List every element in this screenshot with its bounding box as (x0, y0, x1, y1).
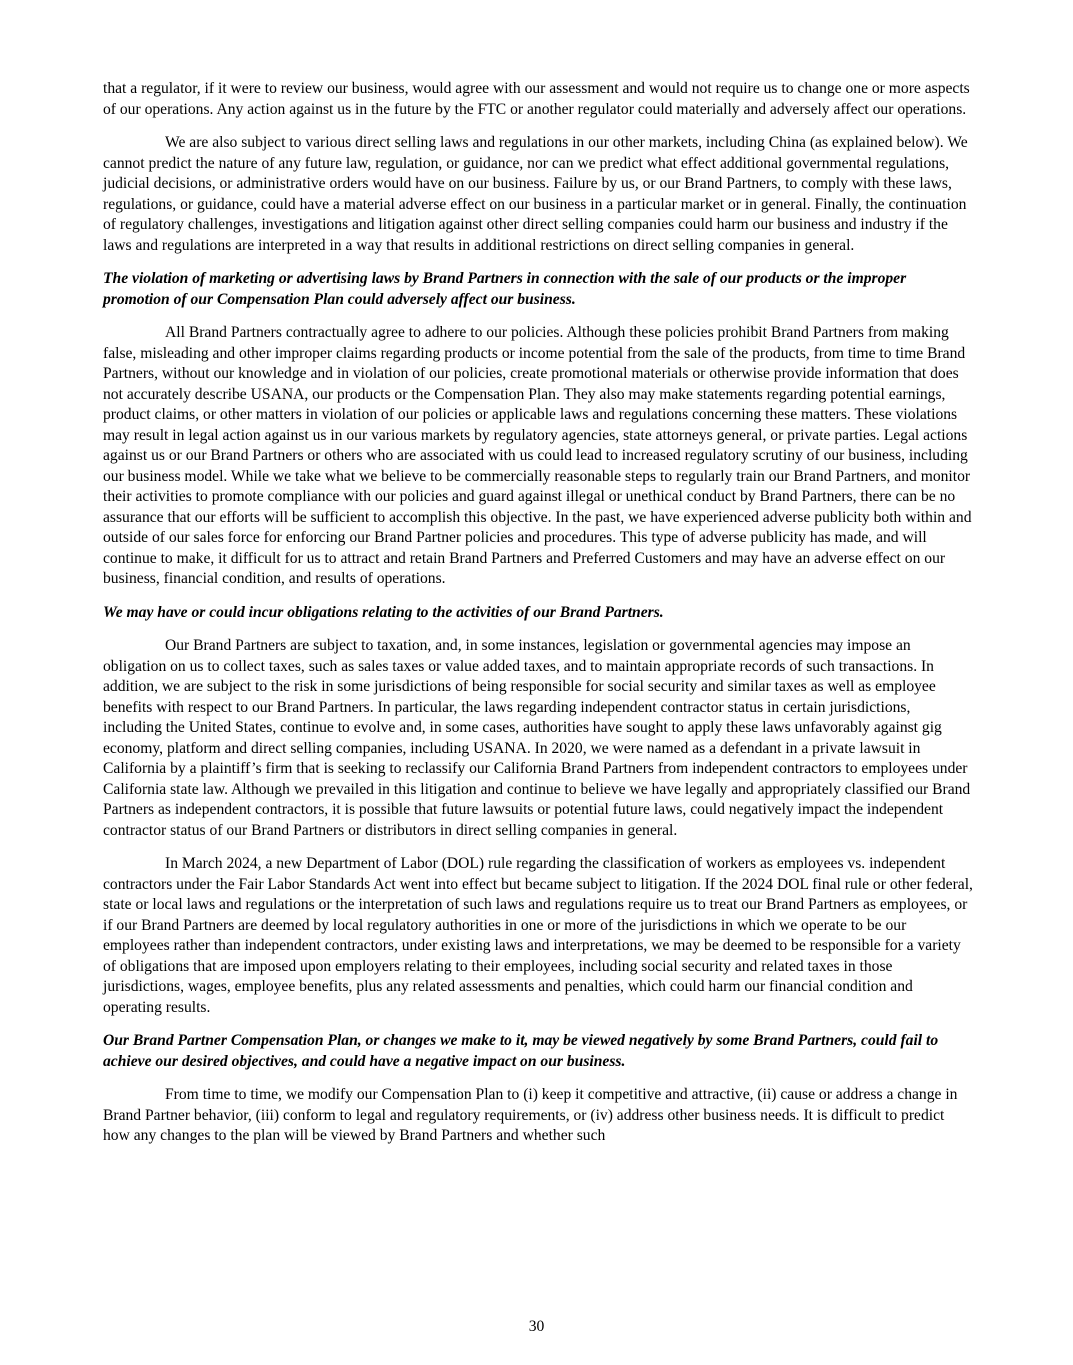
paragraph-brand-partner-policies: All Brand Partners contractually agree to adhere to our policies. Although these policies prohibit Brand Partners from making false, misleading and other improper claims regarding products or income potential from the sale of the products, from time to time Brand Partners, without our knowledge and in violation of our policies, create promotional materials or otherwise provide information that does not accurately describe USANA, our products or the Compensation Plan. They also may make statements regarding potential earnings, product claims, or other matters in violation of our policies or applicable laws and regulations concerning these matters. These violations may result in legal action against us in our various markets by regulatory agencies, state attorneys general, or private parties. Legal actions against us or our Brand Partners or others who are associated with us could lead to increased regulatory scrutiny of our business, including our business model. While we take what we believe to be commercially reasonable steps to regularly train our Brand Partners, and monitor their activities to promote compliance with our policies and guard against illegal or unethical conduct by Brand Partners, there can be no assurance that our efforts will be sufficient to accomplish this objective. In the past, we have experienced adverse publicity both within and outside of our sales force for enforcing our Brand Partner policies and procedures. This type of adverse publicity has made, and will continue to make, it difficult for us to attract and retain Brand Partners and Preferred Customers and may have an adverse effect on our business, financial condition, and results of operations. (103, 324, 972, 587)
heading-compensation-plan: Our Brand Partner Compensation Plan, or changes we make to it, may be viewed negatively by some Brand Partners, could fail to achieve our desired objectives, and could have a negative impact on our business. (103, 1032, 939, 1070)
paragraph-dol-rule: In March 2024, a new Department of Labor (DOL) rule regarding the classification of workers as employees vs. independent contractors under the Fair Labor Standards Act went into effect but became subject to litigation. If the 2024 DOL final rule or other federal, state or local laws and regulations or the interpretation of such laws and regulations require us to treat our Brand Partners as employees, or if our Brand Partners are deemed by local regulatory authorities in one or more of the jurisdictions in which we operate to be our employees rather than independent contractors, under existing laws and interpretations, we may be deemed to be responsible for a variety of obligations that are imposed upon employers relating to their employees, including social security and related taxes in those jurisdictions, wages, employee benefits, plus any related assessments and penalties, which could harm our financial condition and operating results. (103, 855, 973, 1016)
page-number: 30 (528, 1318, 545, 1335)
document-body (103, 79, 973, 1160)
heading-marketing-violations: The violation of marketing or advertising laws by Brand Partners in connection with the sale of our products or the improper promotion of our Compensation Plan could adversely affect our business. (103, 270, 907, 308)
paragraph-direct-selling-laws: We are also subject to various direct selling laws and regulations in our other markets, including China (as explained below). We cannot predict the nature of any future law, regulation, or guidance, nor can we predict what effect additional governmental regulations, judicial decisions, or administrative orders would have on our business. Failure by us, or our Brand Partners, to comply with these laws, regulations, or guidance, could have a material adverse effect on our business in a particular market or in general. Finally, the continuation of regulatory challenges, investigations and litigation against other direct selling companies could harm our business and industry if the laws and regulations are interpreted in a way that results in additional restrictions on direct selling companies in general. (103, 134, 968, 254)
paragraph-regulator-assessment: that a regulator, if it were to review our business, would agree with our assessment and would not require us to change one or more aspects of our operations. Any action against us in the future by the FTC or another regulator could materially and adversely affect our operations. (103, 80, 970, 118)
heading-obligations: We may have or could incur obligations relating to the activities of our Brand Partners. (103, 603, 664, 621)
paragraph-taxation: Our Brand Partners are subject to taxation, and, in some instances, legislation or governmental agencies may impose an obligation on us to collect taxes, such as sales taxes or value added taxes, and to maintain appropriate records of such transactions. In addition, we are subject to the risk in some jurisdictions of being responsible for social security and similar taxes as well as employee benefits with respect to our Brand Partners. In particular, the laws regarding independent contractor status in certain jurisdictions, including the United States, continue to evolve and, in some cases, authorities have sought to apply these laws unfavorably against gig economy, platform and direct selling companies, including USANA. In 2020, we were named as a defendant in a private lawsuit in California by a plaintiff’s firm that is seeking to reclassify our California Brand Partners from independent contractors to employees under California state law. Although we prevailed in this litigation and continue to believe we have legally and appropriately classified our Brand Partners as independent contractors, it is possible that future lawsuits or potential future laws, could negatively impact the independent contractor status of our Brand Partners or distributors in direct selling companies in general. (103, 637, 971, 839)
paragraph-compensation-changes: From time to time, we modify our Compensation Plan to (i) keep it competitive and attractive, (ii) cause or address a change in Brand Partner behavior, (iii) conform to legal and regulatory requirements, or (iv) address other business needs. It is difficult to predict how any changes to the plan will be viewed by Brand Partners and whether such (103, 1086, 958, 1144)
